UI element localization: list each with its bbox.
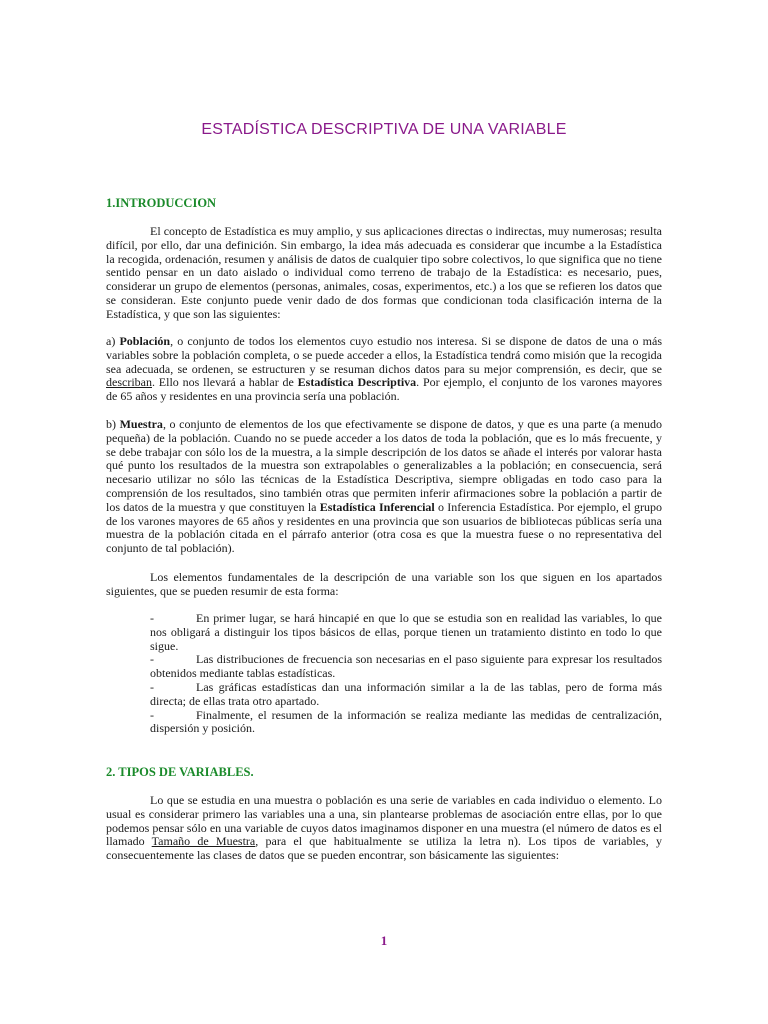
tipos-text-2: , para el que habitualmente se utiliza la letra n). Los tipos de variables, y consecuentemente las clases de datos que se pueden encontrar, son básicamente las siguientes: [106, 834, 662, 863]
paragraph-elementos: Los elementos fundamentales de la descripción de una variable son los que siguen en los apartados siguientes, que se pueden resumir de esta forma: [106, 570, 662, 598]
list-item-text: En primer lugar, se hará hincapié en que lo que se estudia son en realidad las variables, lo que nos obligará a distinguir los tipos básicos de ellas, porque tienen un tratamiento distinto en todo lo que sigue. [150, 611, 662, 653]
poblacion-text-1: , o conjunto de todos los elementos cuyo estudio nos interesa. Si se dispone de datos de una o más variables sobre la población completa, o se puede acceder a ellos, la Estadística tendrá como misión que la recogida sea adecuada, se ordenen, se estructuren y se resuman dichos datos para su mejor comprensión, es decir, que se [106, 334, 662, 376]
item-prefix-b: b) [106, 417, 120, 431]
term-poblacion: Población [119, 334, 171, 348]
list-marker: - [150, 652, 154, 667]
muestra-text-2: o Inferencia Estadística. Por ejemplo, el grupo de los varones mayores de 65 años y residentes en una provincia que son usuarios de bibliotecas públicas sería una muestra de la población citada en el párrafo anterior (otra cosa es que la muestra fuese o no representativa del conjunto de tal población). [106, 499, 663, 556]
paragraph-tipos [106, 794, 662, 863]
underlined-describan: describan [106, 375, 152, 390]
page-number: 1 [380, 933, 388, 948]
poblacion-text-2: . Ello nos llevará a hablar de [151, 375, 298, 390]
term-estadistica-inferencial: Estadística Inferencial [319, 499, 435, 514]
list-item-text: Finalmente, el resumen de la información se realiza mediante las medidas de centralización, dispersión y posición. [150, 707, 662, 736]
list-item-text: Las gráficas estadísticas dan una información similar a la de las tablas, pero de forma más directa; de ellas trata otro apartado. [150, 679, 662, 708]
list-item-text: Las distribuciones de frecuencia son necesarias en el paso siguiente para expresar los resultados obtenidos mediante tablas estadísticas. [150, 652, 662, 681]
list-item [150, 681, 662, 709]
poblacion-text-3: . Por ejemplo, el conjunto de los varones mayores de 65 años y residentes en una provincia sería una población. [106, 375, 662, 404]
item-prefix-a: a) [106, 334, 120, 348]
list-item [150, 653, 662, 681]
muestra-text-1: , o conjunto de elementos de los que efectivamente se dispone de datos, y que es una parte (a menudo pequeña) de la población. Cuando no se puede acceder a los datos de toda la población, que es lo más frecuente, y se debe trabajar con sólo los de la muestra, a la simple descripción de los datos se añade el interés por valorar hasta qué punto los resultados de la muestra son extrapolables o generalizables a la población; en consecuencia, será necesario utilizar no sólo las técnicas de la Estadística Descriptiva, siempre obligadas en todo caso para la comprensión de los resultados, sino también otras que permiten inferir afirmaciones sobre la población a partir de los datos de la muestra y que constituyen la [106, 417, 662, 514]
section-heading-tipos-de-variables: 2. TIPOS DE VARIABLES. [106, 765, 254, 779]
section-heading-introduccion: 1.INTRODUCCION [106, 196, 217, 210]
paragraph-muestra [106, 418, 662, 556]
term-muestra: Muestra [119, 417, 163, 431]
list-item [150, 709, 662, 737]
paragraph-poblacion [106, 335, 662, 404]
underlined-tamano-de-muestra: Tamaño de Muestra [151, 834, 256, 849]
paragraph-intro: El concepto de Estadística es muy amplio, y sus aplicaciones directas o indirectas, muy numerosas; resulta difícil, por ello, dar una definición. Sin embargo, la idea más adecuada es considerar que incumbe a la Estadística la recogida, ordenación, resumen y análisis de datos de cualquier tipo sobre colectivos, lo que significa que no tiene sentido pensar en un dato aislado o individual como terreno de trabajo de la Estadística: es necesario, pues, considerar un grupo de elementos (personas, animales, cosas, experimentos, etc.) a los que se refieren los datos que se consideran. Este conjunto puede venir dado de dos formas que condicionan toda clasificación interna de la Estadística, y que son las siguientes: [106, 224, 662, 321]
list-marker: - [150, 679, 154, 694]
term-estadistica-descriptiva: Estadística Descriptiva [297, 375, 417, 390]
list-marker: - [150, 707, 154, 722]
tipos-text-1: Lo que se estudia en una muestra o población es una serie de variables en cada individuo o elemento. Lo usual es considerar primero las variables una a una, sin plantearse problemas de asociación entre ellas, por lo que podemos pensar sólo en una variable de cuyos datos imaginamos disponer en una muestra (el número de datos es el llamado [106, 793, 662, 849]
list-marker: - [150, 611, 154, 625]
list-item [150, 612, 662, 653]
elements-list [150, 612, 662, 736]
document-title: ESTADÍSTICA DESCRIPTIVA DE UNA VARIABLE [201, 121, 567, 138]
